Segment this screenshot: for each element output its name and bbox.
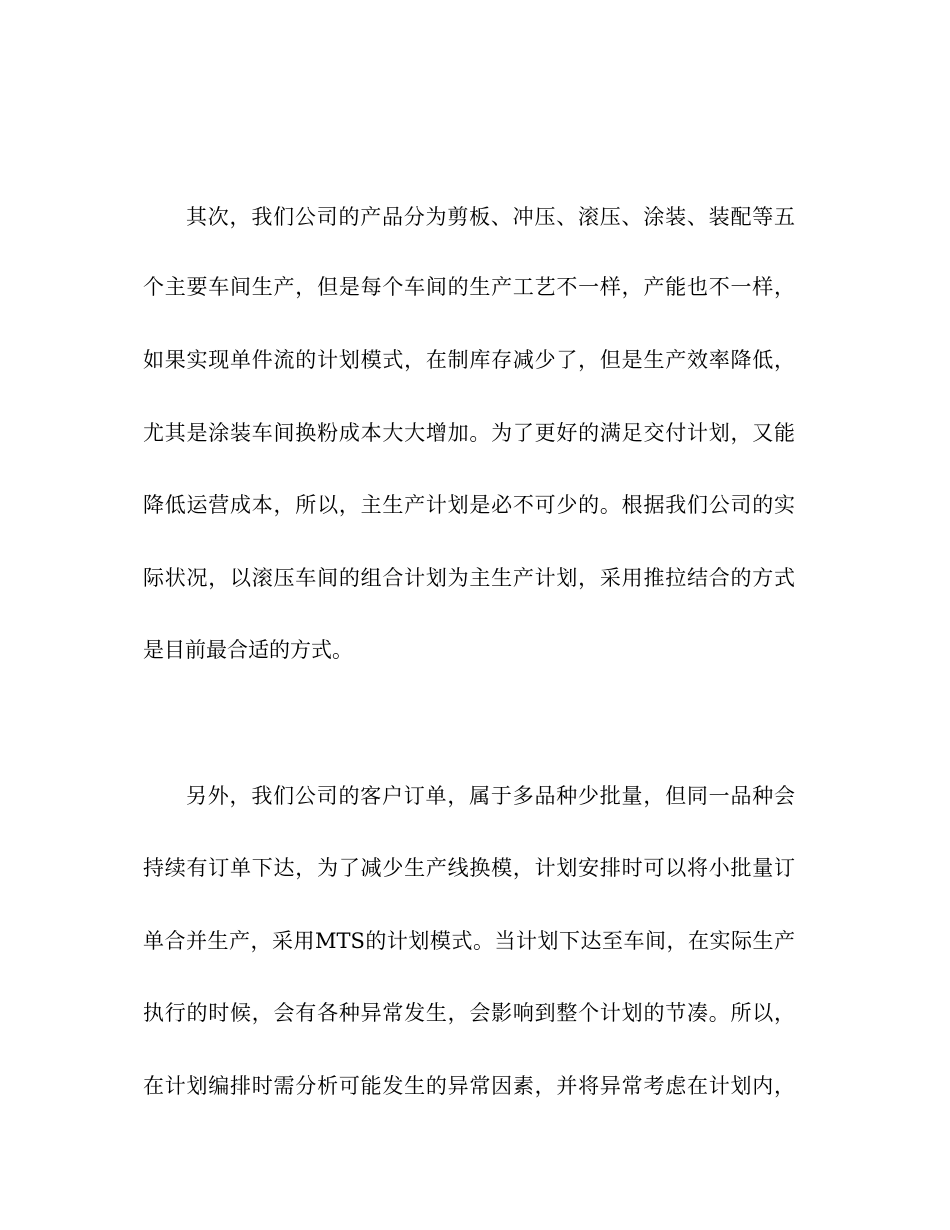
text-line: 执行的时候，会有各种异常发生，会影响到整个计划的节凑。所以，: [143, 1001, 795, 1025]
text-line: 单合并生产，采用MTS的计划模式。当计划下达至车间，在实际生产: [143, 929, 795, 953]
text-line: 如果实现单件流的计划模式，在制库存减少了，但是生产效率降低，: [143, 348, 795, 372]
text-line: 降低运营成本，所以，主生产计划是必不可少的。根据我们公司的实: [143, 493, 795, 517]
text-line: 其次，我们公司的产品分为剪板、冲压、滚压、涂装、装配等五: [186, 205, 795, 229]
text-line: 际状况，以滚压车间的组合计划为主生产计划，采用推拉结合的方式: [143, 566, 795, 590]
text-line: 尤其是涂装车间换粉成本大大增加。为了更好的满足交付计划，又能: [143, 421, 795, 445]
text-line: 是目前最合适的方式。: [143, 638, 353, 662]
text-line: 另外，我们公司的客户订单，属于多品种少批量，但同一品种会: [186, 784, 795, 808]
text-line: 个主要车间生产，但是每个车间的生产工艺不一样，产能也不一样，: [143, 275, 795, 299]
text-line: 在计划编排时需分析可能发生的异常因素，并将异常考虑在计划内，: [143, 1074, 795, 1098]
text-line: 持续有订单下达，为了减少生产线换模，计划安排时可以将小批量订: [143, 856, 795, 880]
